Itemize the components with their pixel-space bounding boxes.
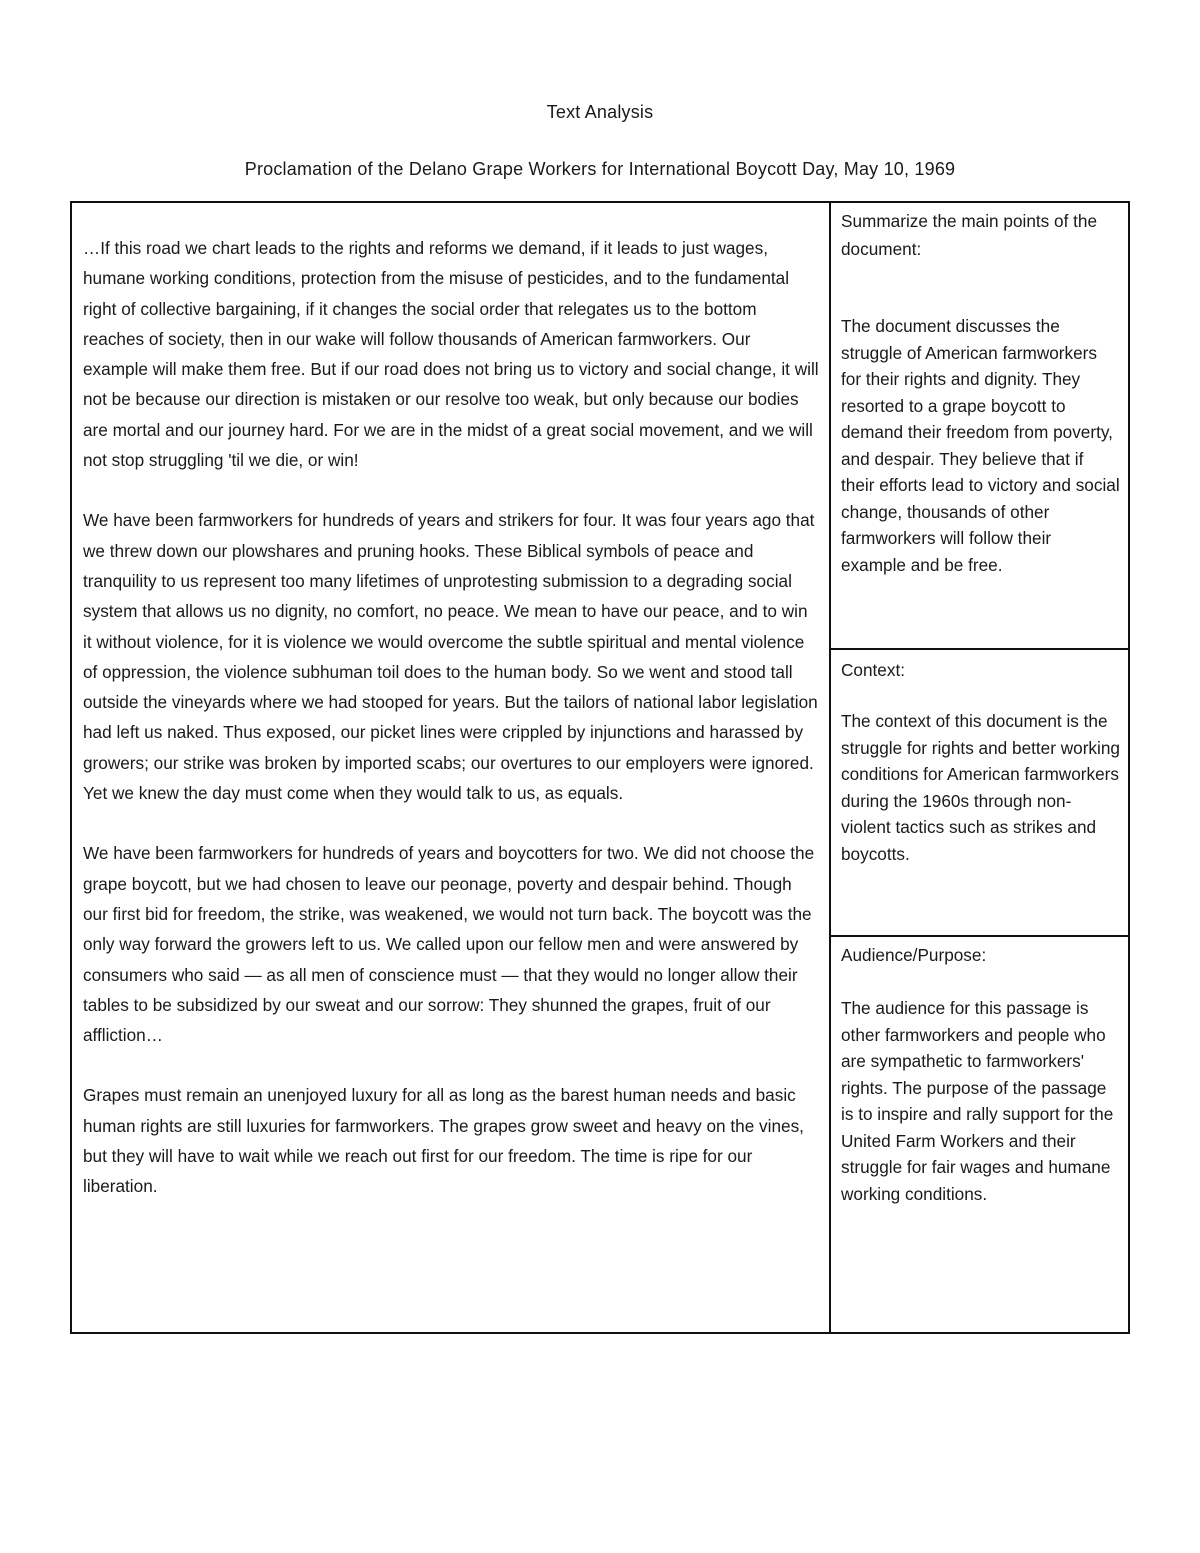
- context-label: Context:: [841, 660, 906, 680]
- passage-paragraph-4: Grapes must remain an unenjoyed luxury for all as long as the barest human needs and basic human rights are still luxuries for farmworkers. The grapes grow sweet and heavy on the vines, but they will have to wait while we reach out first for our freedom. The time is ripe for our liberation.: [83, 1085, 804, 1197]
- analysis-column: [831, 203, 1128, 1332]
- page-subtitle: Proclamation of the Delano Grape Workers for International Boycott Day, May 10, 1969: [244, 159, 956, 179]
- context-cell: [831, 650, 1128, 937]
- passage-cell: [72, 203, 831, 1332]
- analysis-table: [70, 201, 1130, 1334]
- summary-cell: [831, 203, 1128, 650]
- audience-purpose-answer: The audience for this passage is other farmworkers and people who are sympathetic to farmworkers' rights. The purpose of the passage is to inspire and rally support for the United Farm Workers and their struggle for fair wages and humane working conditions.: [841, 998, 1114, 1204]
- audience-purpose-cell: [831, 937, 1128, 1332]
- audience-purpose-label: Audience/Purpose:: [841, 945, 987, 965]
- summary-answer: The document discusses the struggle of American farmworkers for their rights and dignity. They resorted to a grape boycott to demand their freedom from poverty, and despair. They believe that if their efforts lead to victory and social change, thousands of other farmworkers will follow their example and be free.: [841, 316, 1120, 575]
- summary-label: Summarize the main points of the document:: [841, 211, 1098, 259]
- context-answer: The context of this document is the struggle for rights and better working conditions for American farmworkers during the 1960s through non-violent tactics such as strikes and boycotts.: [841, 711, 1120, 864]
- page-title: Text Analysis: [546, 102, 654, 122]
- passage-paragraph-1: …If this road we chart leads to the rights and reforms we demand, if it leads to just wages, humane working conditions, protection from the misuse of pesticides, and to the fundamental right of collective bargaining, if it changes the social order that relegates us to the bottom reaches of society, then in our wake will follow thousands of American farmworkers. Our example will make them free. But if our road does not bring us to victory and social change, it will not be because our direction is mistaken or our resolve too weak, but only because our bodies are mortal and our journey hard. For we are in the midst of a great social movement, and we will not stop struggling 'til we die, or win!: [83, 238, 819, 471]
- passage-paragraph-3: We have been farmworkers for hundreds of years and boycotters for two. We did not choose the grape boycott, but we had chosen to leave our peonage, poverty and despair behind. Though our first bid for freedom, the strike, was weakened, we would not turn back. The boycott was the only way forward the growers left to us. We called upon our fellow men and were answered by consumers who said — as all men of conscience must — that they would no longer allow their tables to be subsidized by our sweat and our sorrow: They shunned the grapes, fruit of our affliction…: [83, 843, 815, 1046]
- passage-paragraph-2: We have been farmworkers for hundreds of years and strikers for four. It was four years ago that we threw down our plowshares and pruning hooks. These Biblical symbols of peace and tranquility to us represent too many lifetimes of unprotesting submission to a degrading social system that allows us no dignity, no comfort, no peace. We mean to have our peace, and to win it without violence, for it is violence we would overcome the subtle spiritual and mental violence of oppression, the violence subhuman toil does to the human body. So we went and stood tall outside the vineyards where we had stooped for years. But the tailors of national labor legislation had left us naked. Thus exposed, our picket lines were crippled by injunctions and harassed by growers; our strike was broken by imported scabs; our overtures to our employers were ignored. Yet we knew the day must come when they would talk to us, as equals.: [83, 510, 818, 804]
